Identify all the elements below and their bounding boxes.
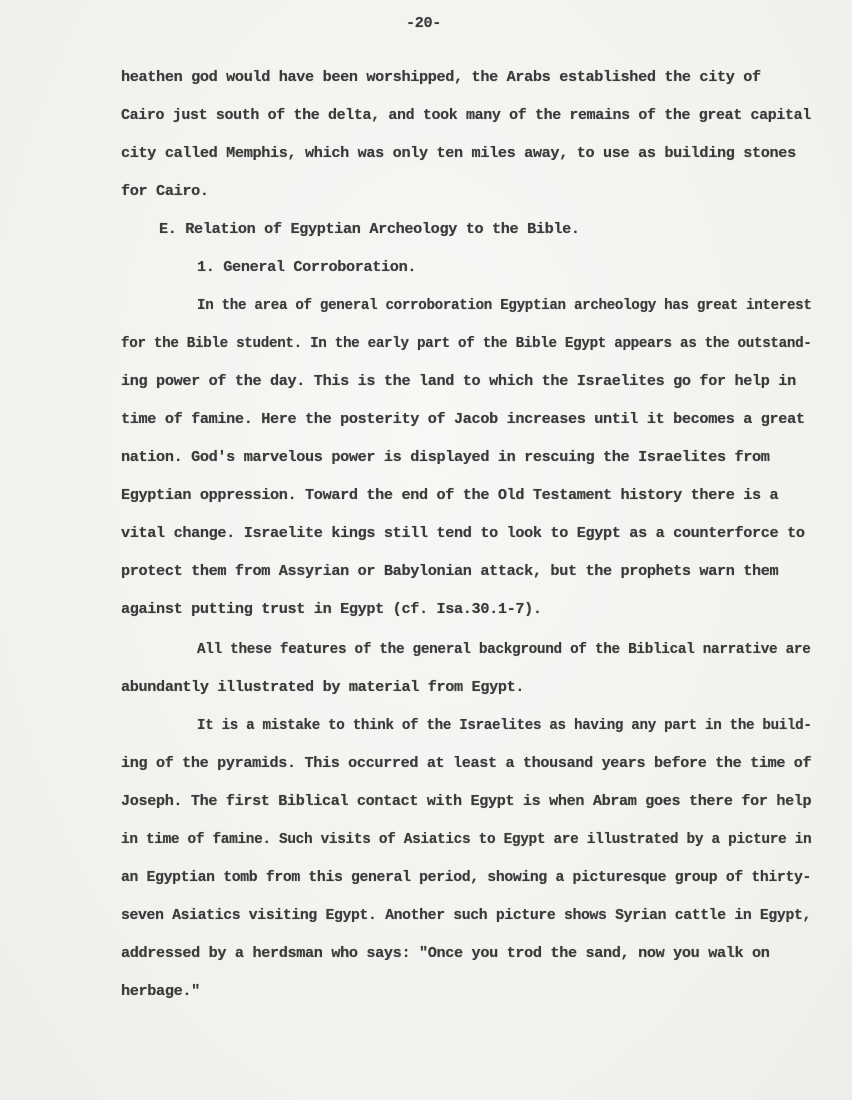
- text-line: Egyptian oppression. Toward the end of the Old Testament history there is a: [121, 486, 779, 504]
- text-line: protect them from Assyrian or Babylonian attack, but the prophets warn them: [121, 562, 779, 580]
- text-line: addressed by a herdsman who says: "Once you trod the sand, now you walk on: [121, 944, 770, 962]
- text-line: Joseph. The first Biblical contact with Egypt is when Abram goes there for help: [121, 792, 812, 810]
- text-line: in time of famine. Such visits of Asiatics to Egypt are illustrated by a picture in: [121, 830, 812, 848]
- text-line: seven Asiatics visiting Egypt. Another such picture shows Syrian cattle in Egypt,: [121, 906, 812, 924]
- text-line: herbage.": [121, 982, 200, 1000]
- text-line: In the area of general corroboration Egyptian archeology has great interest: [197, 296, 812, 314]
- text-line: All these features of the general background of the Biblical narrative are: [197, 640, 811, 658]
- subsection-heading: 1. General Corroboration.: [197, 258, 417, 276]
- text-line: against putting trust in Egypt (cf. Isa.30.1-7).: [121, 600, 542, 618]
- text-line: for the Bible student. In the early part of the Bible Egypt appears as the outstand-: [121, 334, 812, 352]
- text-line: ing of the pyramids. This occurred at least a thousand years before the time of: [121, 754, 812, 772]
- text-line: for Cairo.: [121, 182, 209, 200]
- text-line: heathen god would have been worshipped, the Arabs established the city of: [121, 68, 761, 86]
- text-line: city called Memphis, which was only ten miles away, to use as building stones: [121, 144, 796, 162]
- text-line: nation. God's marvelous power is displayed in rescuing the Israelites from: [121, 448, 770, 466]
- text-line: It is a mistake to think of the Israelites as having any part in the build-: [197, 716, 812, 734]
- page-number: -20-: [406, 14, 442, 32]
- text-line: Cairo just south of the delta, and took many of the remains of the great capital: [121, 106, 811, 124]
- text-line: time of famine. Here the posterity of Jacob increases until it becomes a great: [121, 410, 805, 428]
- text-line: ing power of the day. This is the land to which the Israelites go for help in: [121, 372, 796, 390]
- text-line: vital change. Israelite kings still tend to look to Egypt as a counterforce to: [121, 524, 805, 542]
- text-line: abundantly illustrated by material from Egypt.: [121, 678, 525, 696]
- section-heading: E. Relation of Egyptian Archeology to the Bible.: [159, 220, 580, 238]
- text-line: an Egyptian tomb from this general period, showing a picturesque group of thirty-: [121, 868, 812, 886]
